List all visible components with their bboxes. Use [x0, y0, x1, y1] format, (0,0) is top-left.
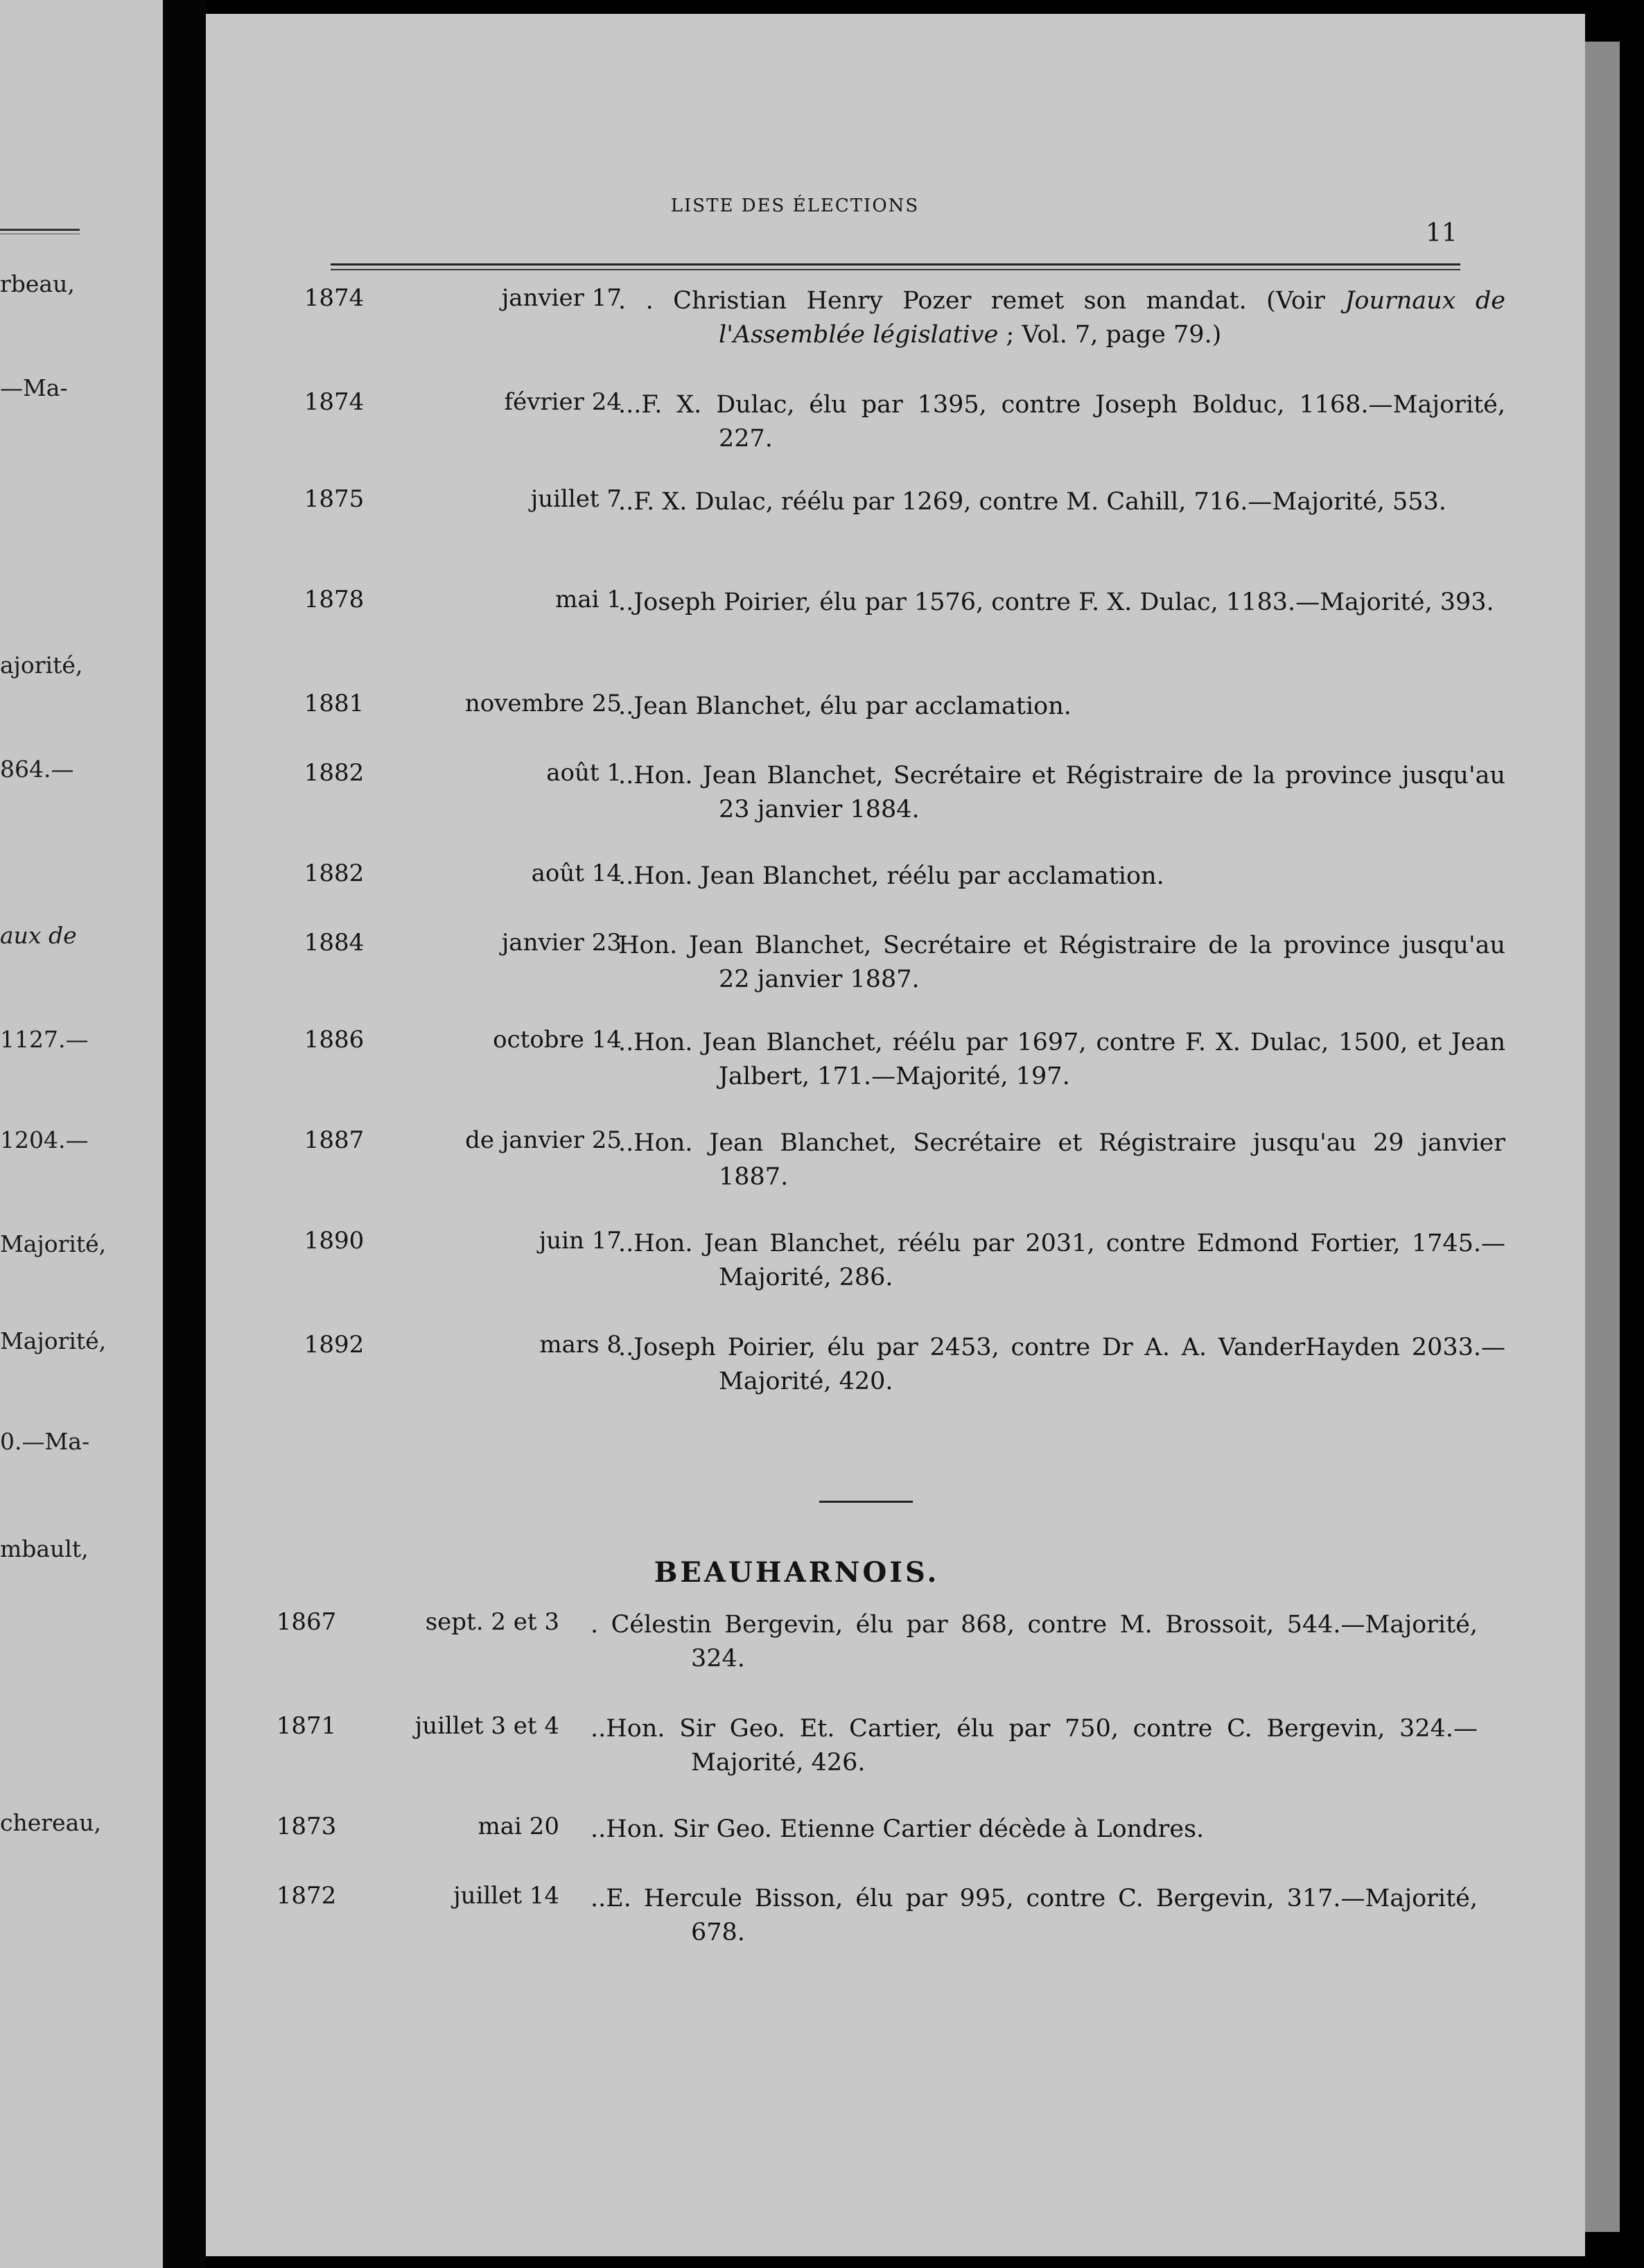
entry-text: ...F. X. Dulac, élu par 1395, contre Joseph Bolduc, 1168.—Majorité, 227.	[618, 391, 1505, 453]
entry-year: 1881	[304, 690, 365, 717]
entry-year: 1871	[276, 1712, 337, 1740]
entry-year: 1887	[304, 1126, 365, 1154]
entry-text: ..Jean Blanchet, élu par acclamation.	[618, 692, 1072, 720]
left-page-text-fragment: 0.—Ma-	[0, 1428, 90, 1455]
election-entry	[206, 388, 1585, 478]
page-edge	[1585, 42, 1620, 2232]
book-gutter	[163, 0, 206, 2268]
entry-year: 1872	[276, 1882, 337, 1910]
entry-year: 1884	[304, 929, 365, 957]
entry-year: 1867	[276, 1608, 337, 1636]
election-entry	[206, 1712, 1585, 1802]
entry-date: août 14	[531, 860, 622, 887]
entry-date: février 24	[504, 388, 622, 416]
election-entry	[206, 586, 1585, 676]
left-page-text-fragment: ajorité,	[0, 652, 83, 679]
election-entry	[206, 284, 1585, 374]
left-page-text-fragment: chereau,	[0, 1809, 101, 1836]
entry-date: novembre 25	[464, 690, 622, 717]
entry-date: octobre 14	[493, 1026, 622, 1054]
entry-text: ..Hon. Jean Blanchet, réélu par acclamation.	[618, 862, 1164, 890]
left-page-text-fragment: mbault,	[0, 1535, 89, 1562]
entry-year: 1882	[304, 860, 365, 887]
entry-text: ..Hon. Jean Blanchet, Secrétaire et Régistraire de la province jusqu'au 23 janvier 1884.	[618, 762, 1505, 823]
entry-text-after: ; Vol. 7, page 79.)	[998, 321, 1222, 349]
entry-date: juin 17	[539, 1227, 622, 1255]
election-entry	[206, 759, 1585, 849]
entry-text: ..Hon. Jean Blanchet, réélu par 2031, contre Edmond Fortier, 1745.—Majorité, 286.	[618, 1230, 1505, 1291]
left-page	[0, 0, 163, 2268]
entry-text: ..Hon. Sir Geo. Et. Cartier, élu par 750, contre C. Bergevin, 324.—Majorité, 426.	[591, 1715, 1478, 1777]
election-entry	[206, 1882, 1585, 1972]
entry-date: de janvier 25	[465, 1126, 622, 1154]
entry-date: août 1	[546, 759, 622, 787]
header-rule	[331, 263, 1460, 270]
entry-year: 1874	[304, 388, 365, 416]
left-page-rule	[0, 229, 80, 234]
entry-date: juillet 7	[530, 485, 622, 513]
election-entry	[206, 1331, 1585, 1421]
entry-year: 1892	[304, 1331, 365, 1359]
left-page-text-fragment: rbeau,	[0, 270, 75, 297]
election-entry	[206, 929, 1585, 1019]
entry-year: 1874	[304, 284, 365, 312]
left-page-text-fragment: 1127.—	[0, 1026, 89, 1053]
entry-year: 1875	[304, 485, 365, 513]
running-header: LISTE DES ÉLECTIONS	[670, 195, 920, 216]
entry-date: mars 8	[539, 1331, 622, 1359]
left-page-text-fragment: Majorité,	[0, 1327, 107, 1354]
entry-date: juillet 3 et 4	[414, 1712, 559, 1740]
left-page-text-fragment: Majorité,	[0, 1230, 107, 1257]
section-title: BEAUHARNOIS.	[654, 1556, 940, 1589]
election-entry	[206, 1126, 1585, 1216]
entry-text-before: . . Christian Henry Pozer remet son mandat. (Voir	[618, 287, 1345, 315]
election-entry	[206, 485, 1585, 575]
entry-text: Hon. Jean Blanchet, Secrétaire et Régistraire de la province jusqu'au 22 janvier 1887.	[618, 932, 1505, 993]
right-page	[206, 14, 1585, 2256]
entry-date: mai 1	[555, 586, 622, 613]
entry-text: ..F. X. Dulac, réélu par 1269, contre M. Cahill, 716.—Majorité, 553.	[618, 488, 1446, 516]
entry-date: mai 20	[478, 1813, 559, 1840]
election-entry	[206, 1026, 1585, 1116]
entry-date: sept. 2 et 3	[425, 1608, 559, 1636]
election-entry	[206, 1608, 1585, 1698]
entry-text: ..Joseph Poirier, élu par 1576, contre F. X. Dulac, 1183.—Majorité, 393.	[618, 588, 1494, 616]
left-page-text-fragment: 1204.—	[0, 1126, 89, 1153]
left-page-text-fragment: 864.—	[0, 756, 74, 783]
entry-date: janvier 23	[501, 929, 622, 957]
entry-text: ..E. Hercule Bisson, élu par 995, contre C. Bergevin, 317.—Majorité, 678.	[591, 1885, 1478, 1946]
entry-text	[618, 284, 1505, 352]
section-separator	[819, 1501, 913, 1503]
entry-text-italic: Journaux de l'Assemblée législative	[719, 287, 1505, 349]
entry-text: ..Hon. Jean Blanchet, réélu par 1697, contre F. X. Dulac, 1500, et Jean Jalbert, 171.—Majorité, 197.	[618, 1029, 1505, 1090]
entry-year: 1886	[304, 1026, 365, 1054]
entry-text: ..Hon. Jean Blanchet, Secrétaire et Régistraire jusqu'au 29 janvier 1887.	[618, 1129, 1505, 1191]
entry-date: juillet 14	[453, 1882, 559, 1910]
entry-year: 1873	[276, 1813, 337, 1840]
page-number: 11	[1426, 219, 1458, 247]
entry-year: 1890	[304, 1227, 365, 1255]
entry-text: ..Hon. Sir Geo. Etienne Cartier décède à Londres.	[591, 1815, 1205, 1843]
left-page-text-fragment: aux de	[0, 922, 77, 949]
entry-text: . Célestin Bergevin, élu par 868, contre M. Brossoit, 544.—Majorité, 324.	[591, 1611, 1478, 1673]
entry-year: 1882	[304, 759, 365, 787]
entry-date: janvier 17	[501, 284, 622, 312]
left-page-text-fragment: —Ma-	[0, 374, 68, 401]
entry-year: 1878	[304, 586, 365, 613]
election-entry	[206, 1227, 1585, 1317]
entry-text: ..Joseph Poirier, élu par 2453, contre Dr A. A. VanderHayden 2033.—Majorité, 420.	[618, 1334, 1505, 1395]
